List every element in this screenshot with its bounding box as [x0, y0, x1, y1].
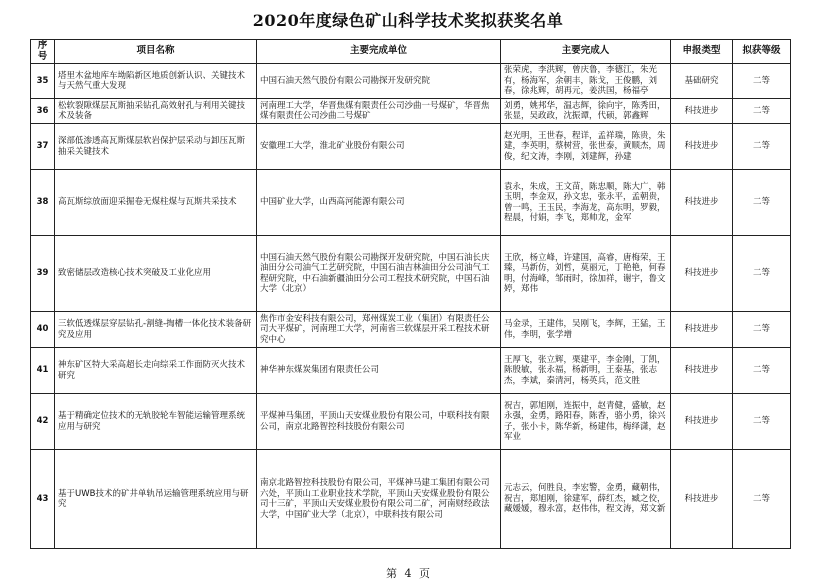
completion-people: 马金录，王建伟，吴刚飞，李辉，王猛，王伟，李明，张学增 [501, 312, 671, 348]
row-number: 40 [31, 312, 55, 348]
row-number: 36 [31, 99, 55, 124]
column-header-project: 项目名称 [55, 40, 257, 64]
table-row [31, 170, 791, 236]
application-type: 科技进步 [671, 450, 733, 549]
project-name: 高瓦斯综放面迎采掘卷无煤柱煤与瓦斯共采技术 [55, 170, 257, 236]
project-name: 松软裂隙煤层瓦斯抽采钻孔高效射孔与利用关键技术及装备 [55, 99, 257, 124]
page-number-suffix: 页 [419, 567, 430, 580]
completion-units: 南京北路智控科技股份有限公司，平煤神马建工集团有限公司六处，平顶山工业职业技术学院，平顶山天安煤业股份有限公司十三矿，平顶山天安煤业股份有限公司二矿，河南财经政法大学，中国矿业大学（北京），中联科技有限公司 [257, 450, 501, 549]
completion-units: 河南理工大学，华晋焦煤有限责任公司沙曲一号煤矿，华晋焦煤有限责任公司沙曲二号煤矿 [257, 99, 501, 124]
project-name: 致密储层改造核心技术突破及工业化应用 [55, 236, 257, 312]
application-type: 科技进步 [671, 124, 733, 170]
table-row [31, 348, 791, 394]
application-type: 科技进步 [671, 312, 733, 348]
table-row [31, 450, 791, 549]
award-table [30, 39, 791, 549]
column-header-units: 主要完成单位 [257, 40, 501, 64]
column-header-no: 序号 [31, 40, 55, 64]
application-type: 科技进步 [671, 99, 733, 124]
completion-units: 中国石油天然气股份有限公司勘探开发研究院，中国石油长庆油田分公司油气工艺研究院，中国石油吉林油田分公司油气工程研究院，中石油新疆油田分公司工程技术研究院，中国石油大学（北京） [257, 236, 501, 312]
table-row [31, 236, 791, 312]
completion-people: 王欣，杨立峰，许建国，高睿，唐梅荣，王臻，马新仿，刘哲，莫丽元，丁艳艳，何春明，付海峰，邹雨时，徐加祥，谢宇，鲁文婷，郑伟 [501, 236, 671, 312]
award-grade: 二等 [733, 450, 791, 549]
page-footer [0, 565, 816, 581]
page-number-prefix: 第 [386, 567, 397, 580]
award-grade: 二等 [733, 348, 791, 394]
table-row [31, 124, 791, 170]
completion-people: 袁永，朱成，王文苗，陈忠顺，陈大广，韩玉明，李金双，孙文忠，张永平，孟朝贵，曾一鸣，王玉民，李海龙，高东明，罗毅，程晨，付娟，李飞，郑帅龙，金军 [501, 170, 671, 236]
project-name: 基于UWB技术的矿井单轨吊运输管理系统应用与研究 [55, 450, 257, 549]
row-number: 42 [31, 394, 55, 450]
table-header-row [31, 40, 791, 64]
page-title: 2020年度绿色矿山科学技术奖拟获奖名单 [252, 11, 564, 30]
project-name: 三软低透煤层穿层钻孔-割缝-掏槽一体化技术装备研究及应用 [55, 312, 257, 348]
column-header-type: 申报类型 [671, 40, 733, 64]
completion-units: 中国矿业大学，山西高河能源有限公司 [257, 170, 501, 236]
project-name: 深部低渗透高瓦斯煤层软岩保护层采动与卸压瓦斯抽采关键技术 [55, 124, 257, 170]
completion-units: 中国石油天然气股份有限公司勘探开发研究院 [257, 64, 501, 99]
project-name: 塔里木盆地库车坳陷新区地质创新认识、关键技术与天然气重大发现 [55, 64, 257, 99]
project-name: 神东矿区特大采高超长走向综采工作面防灭火技术研究 [55, 348, 257, 394]
project-name: 基于精确定位技术的无轨胶轮车智能运输管理系统应用与研究 [55, 394, 257, 450]
award-grade: 二等 [733, 236, 791, 312]
table-row [31, 394, 791, 450]
row-number: 41 [31, 348, 55, 394]
application-type: 科技进步 [671, 394, 733, 450]
application-type: 科技进步 [671, 348, 733, 394]
award-grade: 二等 [733, 170, 791, 236]
award-grade: 二等 [733, 64, 791, 99]
row-number: 37 [31, 124, 55, 170]
page-number: 4 [404, 567, 412, 580]
award-grade: 二等 [733, 312, 791, 348]
completion-people: 赵光明，王世春，程详，孟祥瑞，陈贵，朱建，李英明，蔡树营，张世泰，黄顺杰，周俊，纪文涛，李刚，刘建辉，孙建 [501, 124, 671, 170]
application-type: 科技进步 [671, 236, 733, 312]
row-number: 39 [31, 236, 55, 312]
completion-units: 神华神东煤炭集团有限责任公司 [257, 348, 501, 394]
award-grade: 二等 [733, 99, 791, 124]
application-type: 科技进步 [671, 170, 733, 236]
award-grade: 二等 [733, 124, 791, 170]
completion-people: 刘勇，姚邦华，温志辉，徐向宇，陈秀田，张显，吴政政，沈振谭，代硕，郭鑫辉 [501, 99, 671, 124]
completion-people: 祝吉，郭旭刚，连振中，赵青健，盛敏，赵永强，金勇，路阳春，陈香，骆小勇，徐兴子，张小卡，陈华新，杨建伟，梅绎潇，赵军业 [501, 394, 671, 450]
row-number: 35 [31, 64, 55, 99]
row-number: 38 [31, 170, 55, 236]
table-row [31, 64, 791, 99]
completion-units: 平煤神马集团，平顶山天安煤业股份有限公司，中联科技有限公司，南京北路智控科技股份有限公司 [257, 394, 501, 450]
completion-people: 王厚飞，张立辉，栗建平，李金刚，丁凯，陈殷敏，张永福，杨新明，王泰基，张志杰，李斌，秦清河，杨英兵，范文胜 [501, 348, 671, 394]
column-header-grade: 拟获等级 [733, 40, 791, 64]
application-type: 基础研究 [671, 64, 733, 99]
completion-units: 焦作市金安科技有限公司，郑州煤炭工业（集团）有限责任公司大平煤矿，河南理工大学，河南省三软煤层开采工程技术研究中心 [257, 312, 501, 348]
row-number: 43 [31, 450, 55, 549]
completion-people: 张荣虎，李洪辉，曾庆鲁，李德江，朱光有，杨海军，余朝丰，陈戈，王俊鹏，刘春，徐兆辉，胡再元，姜洪国，杨福亭 [501, 64, 671, 99]
award-grade: 二等 [733, 394, 791, 450]
completion-units: 安徽理工大学，淮北矿业股份有限公司 [257, 124, 501, 170]
column-header-people: 主要完成人 [501, 40, 671, 64]
table-row [31, 99, 791, 124]
completion-people: 元志云，何胜良，李宏警，金勇，藏朝伟，祝吉，郑旭刚，徐建军，薛红杰，臧之佼，藏媛媛，穆永富，赵伟伟，程文涛，郑文新 [501, 450, 671, 549]
table-row [31, 312, 791, 348]
